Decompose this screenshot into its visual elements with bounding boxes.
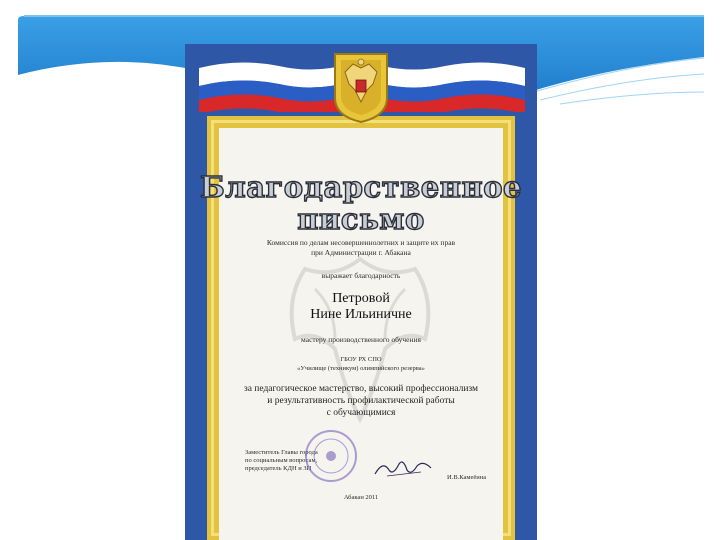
certificate-title-line2: письмо [297,202,425,236]
recipient-position: мастеру производственного обучения [301,335,421,344]
signature [373,456,433,480]
official-stamp [303,428,359,484]
recipient-surname: Петровой [332,291,390,306]
issuer-line2: при Администрации г. Абакана [311,248,411,257]
certificate-title-line1: Благодарственное [199,170,522,204]
place-year: Абакан 2011 [343,494,379,501]
signer-title-line2: по социальным вопросам, [245,457,318,464]
coat-of-arms-icon [331,50,391,124]
signer-title-line3: председатель КДН и ЗП [245,465,312,472]
merit-line1: за педагогическое мастерство, высокий профессионализм [243,384,479,394]
russian-flag-right [375,58,525,112]
russian-flag-left [199,58,349,112]
signer-name: И.В.Камеёина [447,474,487,481]
organization-line1: ГБОУ РХ СПО [340,356,382,363]
signer-title-line1: Заместитель Главы города [245,449,318,456]
expresses-text: выражает благодарность [321,271,401,280]
recipient-given-names: Нине Ильиничне [310,307,412,322]
merit-line2: и результативность профилактической работы [267,396,455,406]
certificate [185,44,537,540]
organization-line2: «Училище (техникум) олимпийского резерва» [297,365,425,372]
merit-line3: с обучающимися [326,408,396,418]
issuer-line1: Комиссия по делам несовершеннолетних и защите их прав [266,238,456,247]
